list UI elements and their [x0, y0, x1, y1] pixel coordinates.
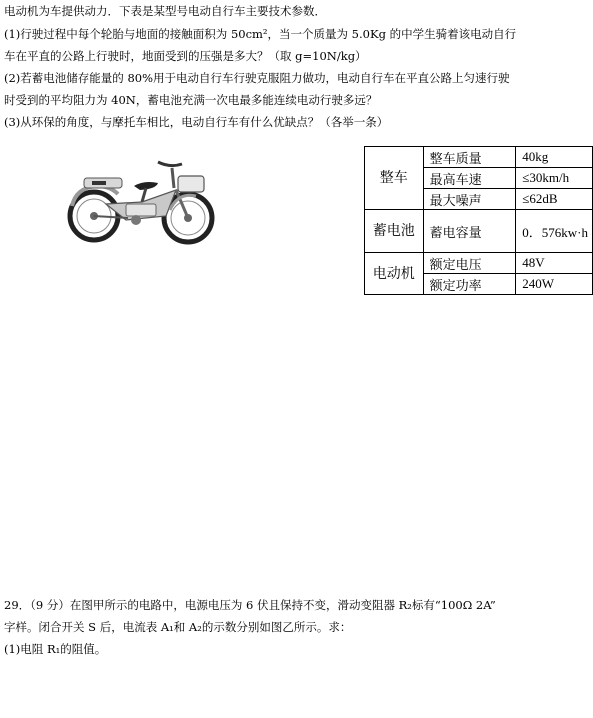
- category-cell: 整车: [365, 147, 424, 210]
- electric-bicycle-image: [66, 150, 216, 248]
- spec-table: [364, 146, 593, 295]
- table-row: [365, 147, 593, 168]
- item-cell: 额定电压: [423, 253, 516, 274]
- category-cell: 蓄电池: [365, 210, 424, 253]
- value-cell: ≤30km/h: [516, 168, 593, 189]
- value-cell: 40kg: [516, 147, 593, 168]
- p28-q1-line1: (1)行驶过程中每个轮胎与地面的接触面积为 50cm²，当一个质量为 5.0Kg 的中学生骑着该电动自行: [4, 27, 517, 41]
- value-cell: 48V: [516, 253, 593, 274]
- category-cell: 电动机: [365, 253, 424, 295]
- p29-line1: 29．（9 分）在图甲所示的电路中，电源电压为 6 伏且保持不变，滑动变阻器 R₂标有“100Ω 2A”: [4, 598, 496, 612]
- p29-line2: 字样。闭合开关 S 后，电流表 A₁和 A₂的示数分别如图乙所示。求：: [4, 620, 352, 634]
- item-cell: 最大噪声: [423, 189, 516, 210]
- p28-q3: (3)从环保的角度，与摩托车相比，电动自行车有什么优缺点？（各举一条）: [4, 115, 389, 129]
- value-cell: 240W: [516, 274, 593, 295]
- p29-q1: (1)电阻 R₁的阻值。: [4, 642, 107, 656]
- item-cell: 额定功率: [423, 274, 516, 295]
- p28-q2-line2: 时受到的平均阻力为 40N，蓄电池充满一次电最多能连续电动行驶多远？: [4, 93, 378, 107]
- item-cell: 整车质量: [423, 147, 516, 168]
- item-cell: 最高车速: [423, 168, 516, 189]
- p28-q1-line2: 车在平直的公路上行驶时，地面受到的压强是多大？（取 g=10N/kg）: [4, 49, 367, 63]
- value-cell: 0．576kw·h: [516, 210, 593, 253]
- table-row: [365, 210, 593, 253]
- table-row: [365, 253, 593, 274]
- value-cell: ≤62dB: [516, 189, 593, 210]
- p28-q2-line1: (2)若蓄电池储存能量的 80%用于电动自行车行驶克服阻力做功，电动自行车在平直公路上匀速行驶: [4, 71, 510, 85]
- item-cell: 蓄电容量: [423, 210, 516, 253]
- p28-intro: 电动机为车提供动力．下表是某型号电动自行车主要技术参数．: [4, 4, 326, 18]
